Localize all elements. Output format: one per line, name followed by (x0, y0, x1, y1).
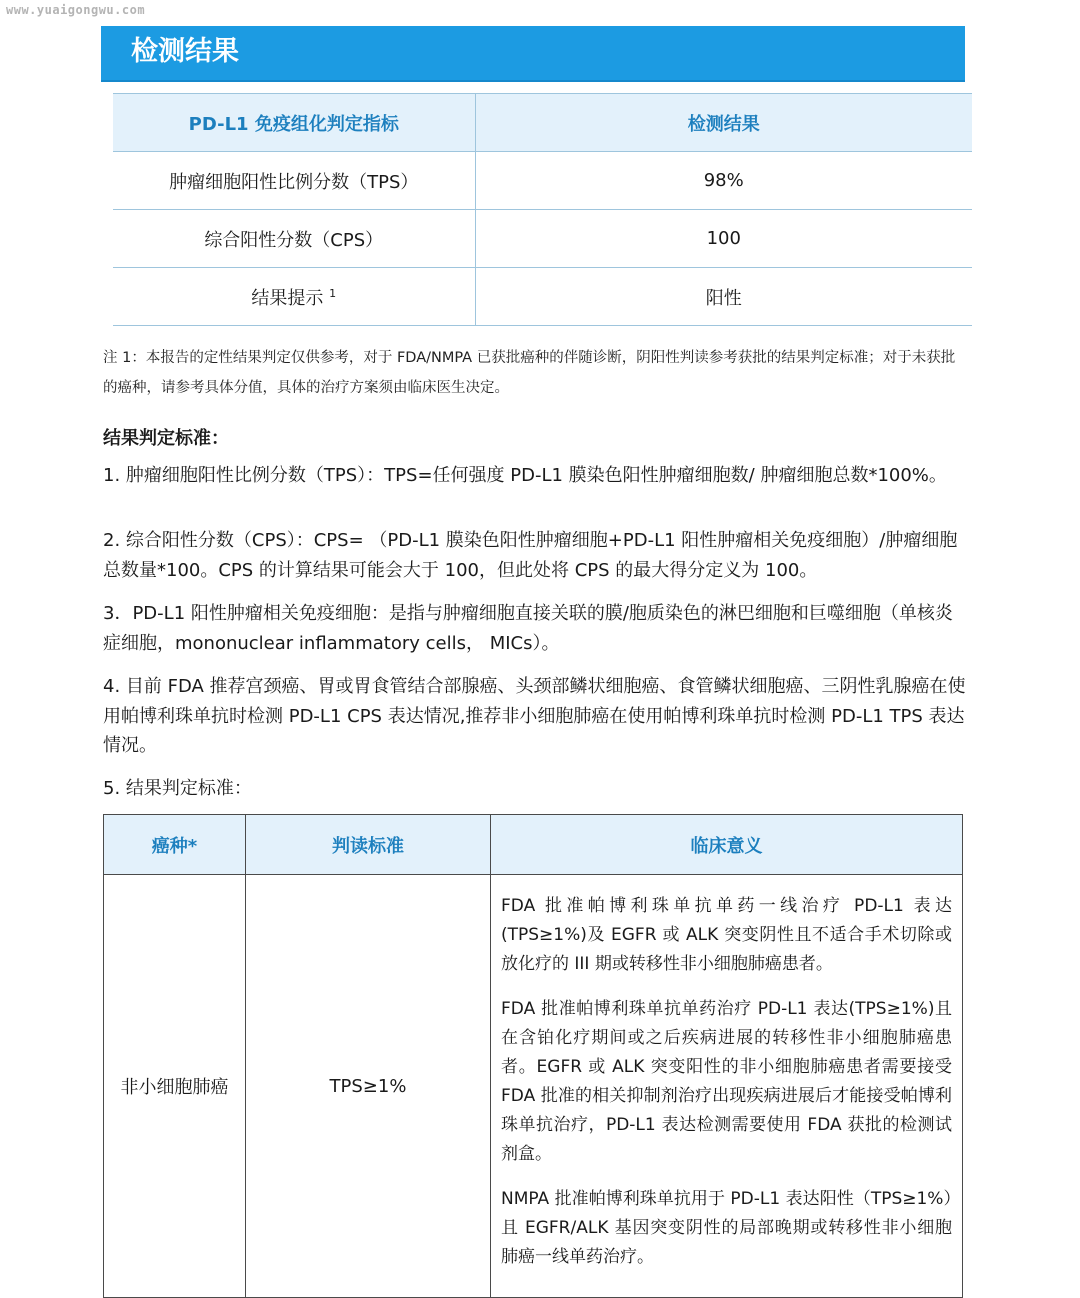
header-clinical-meaning: 临床意义 (491, 815, 963, 875)
site-watermark-url: www.yuaigongwu.com (6, 3, 146, 17)
criteria-item-3: 3．PD-L1 阳性肿瘤相关免疫细胞：是指与肿瘤细胞直接关联的膜/胞质染色的淋巴细胞和巨噬细胞（单核炎症细胞，mononuclear inflammatory cells， MICs）。 (103, 603, 953, 654)
result-table-header (113, 94, 972, 152)
criteria-heading: 结果判定标准： (103, 428, 229, 449)
table-row (113, 152, 972, 210)
header-cancer-type: 癌种* (104, 815, 246, 875)
header-standard: 判读标准 (246, 815, 491, 875)
standard-cell: TPS≥1% (246, 875, 491, 1298)
criteria-table (103, 814, 963, 1298)
criteria-table-header (104, 815, 963, 875)
footnote-marker: 1 (329, 286, 337, 300)
row-label-with-footnote (113, 268, 475, 326)
row-label: 结果提示 (251, 287, 324, 309)
header-indicator: PD-L1 免疫组化判定指标 (113, 94, 475, 152)
footnote-text: 注 1：本报告的定性结果判定仅供参考，对于 FDA/NMPA 已获批癌种的伴随诊断，阴阳性判读参考获批的结果判定标准；对于未获批的癌种，请参考具体分值，具体的治疗方案须由临床医生决定。 (103, 350, 956, 396)
row-label: 肿瘤细胞阳性比例分数（TPS） (113, 152, 475, 210)
row-label: 综合阳性分数（CPS） (113, 210, 475, 268)
cancer-type-cell: 非小细胞肺癌 (104, 875, 246, 1298)
header-result: 检测结果 (475, 94, 972, 152)
meaning-paragraph-3: NMPA 批准帕博利珠单抗用于 PD-L1 表达阳性（TPS≥1%）且 EGFR/ALK 基因突变阴性的局部晚期或转移性非小细胞肺癌一线单药治疗。 (501, 1189, 952, 1267)
table-row (113, 268, 972, 326)
clinical-meaning-cell (491, 875, 963, 1298)
row-value: 阳性 (475, 268, 972, 326)
meaning-paragraph-1: FDA 批准帕博利珠单抗单药一线治疗 PD-L1 表达(TPS≥1%)及 EGFR 或 ALK 突变阴性且不适合手术切除或放化疗的 III 期或转移性非小细胞肺癌患者。 (501, 896, 952, 974)
result-table (113, 93, 972, 326)
table-row (104, 875, 963, 1298)
criteria-item-1: 1. 肿瘤细胞阳性比例分数（TPS）：TPS=任何强度 PD-L1 膜染色阳性肿瘤细胞数/ 肿瘤细胞总数*100%。 (103, 465, 947, 486)
section-header-bar (101, 26, 965, 82)
section-title: 检测结果 (131, 36, 239, 67)
table-row (113, 210, 972, 268)
criteria-item-2: 2. 综合阳性分数（CPS）：CPS= （PD-L1 膜染色阳性肿瘤细胞+PD-L1 阳性肿瘤相关免疫细胞）/肿瘤细胞总数量*100。CPS 的计算结果可能会大于 100，但此处将 CPS 的最大得分定义为 100。 (103, 530, 958, 581)
row-value: 100 (475, 210, 972, 268)
row-value: 98% (475, 152, 972, 210)
criteria-item-5: 5. 结果判定标准： (103, 778, 252, 799)
criteria-item-4: 4. 目前 FDA 推荐宫颈癌、胃或胃食管结合部腺癌、头颈部鳞状细胞癌、食管鳞状细胞癌、三阴性乳腺癌在使用帕博利珠单抗时检测 PD-L1 CPS 表达情况,推荐非小细胞肺癌在使用帕博利珠单抗时检测 PD-L1 TPS 表达情况。 (103, 676, 966, 756)
meaning-paragraph-2: FDA 批准帕博利珠单抗单药治疗 PD-L1 表达(TPS≥1%)且在含铂化疗期间或之后疾病进展的转移性非小细胞肺癌患者。EGFR 或 ALK 突变阳性的非小细胞肺癌患者需要接受 FDA 批准的相关抑制剂治疗出现疾病进展后才能接受帕博利珠单抗治疗，PD-L1 表达检测需要使用 FDA 获批的检测试剂盒。 (501, 999, 952, 1164)
